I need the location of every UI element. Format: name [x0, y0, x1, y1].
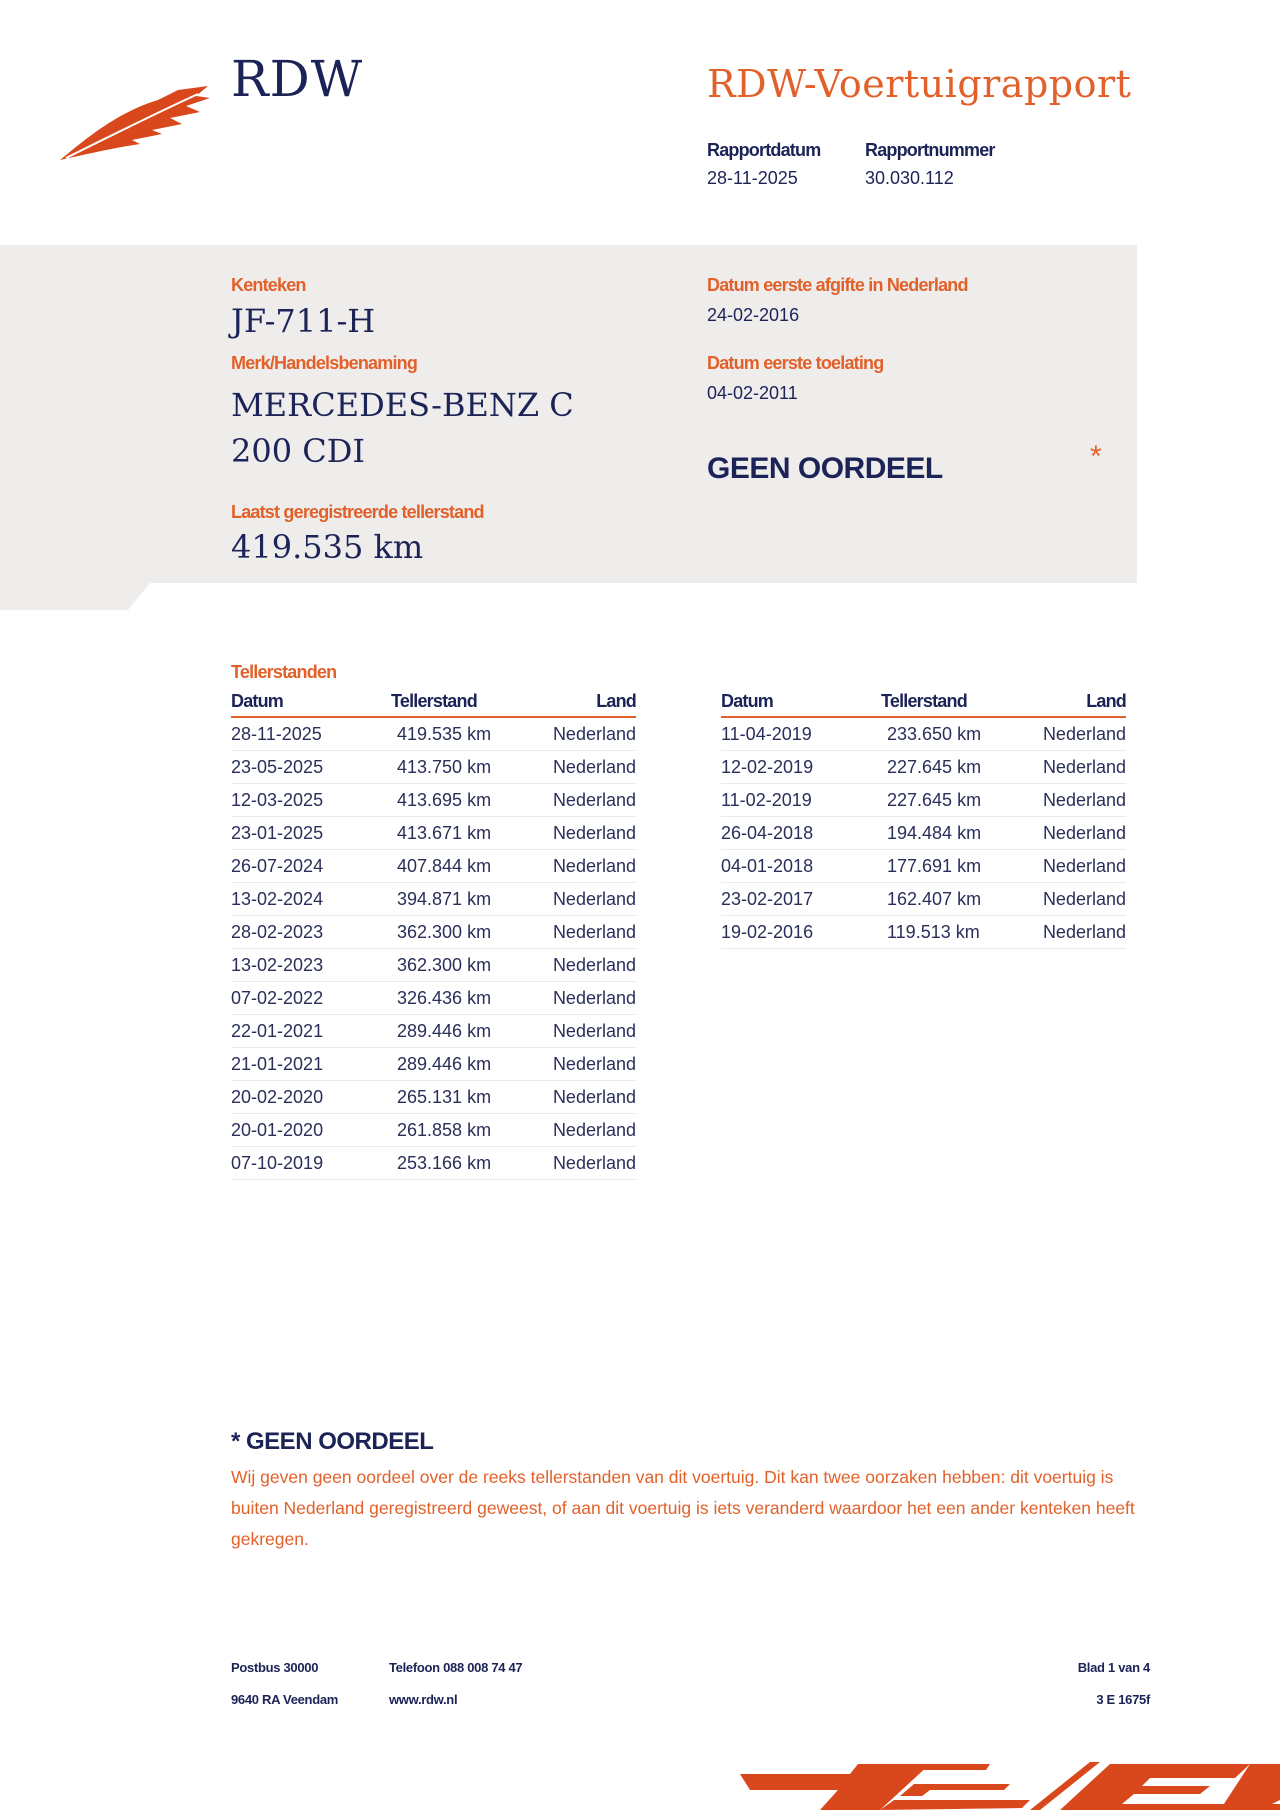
datum-cell: 13-02-2024: [231, 883, 391, 916]
tellerstand-cell: 233.650 km: [881, 717, 1026, 751]
footer-telefoon: Telefoon 088 008 74 47: [389, 1660, 523, 1675]
column-header-datum: Datum: [231, 688, 391, 717]
table-row: [231, 1081, 636, 1114]
last-odometer-value: 419.535 km: [231, 528, 424, 566]
land-cell: Nederland: [536, 1114, 636, 1147]
datum-cell: 11-02-2019: [721, 784, 881, 817]
odometer-table-right: [721, 688, 1126, 949]
table-row: [231, 1114, 636, 1147]
land-cell: Nederland: [536, 1147, 636, 1180]
footer-postbus: Postbus 30000: [231, 1660, 319, 1675]
datum-cell: 04-01-2018: [721, 850, 881, 883]
table-row: [231, 1015, 636, 1048]
first-registration-nl-value: 24-02-2016: [707, 305, 800, 325]
datum-cell: 28-02-2023: [231, 916, 391, 949]
datum-cell: 12-03-2025: [231, 784, 391, 817]
land-cell: Nederland: [1026, 883, 1126, 916]
datum-cell: 26-04-2018: [721, 817, 881, 850]
tellerstand-cell: 177.691 km: [881, 850, 1026, 883]
tellerstand-cell: 227.645 km: [881, 784, 1026, 817]
tellerstand-cell: 326.436 km: [391, 982, 536, 1015]
tellerstand-cell: 413.750 km: [391, 751, 536, 784]
datum-cell: 23-05-2025: [231, 751, 391, 784]
first-admission-value: 04-02-2011: [707, 383, 798, 403]
tellerstand-cell: 253.166 km: [391, 1147, 536, 1180]
odometer-table-left: [231, 688, 636, 1180]
report-title: RDW-Voertuigrapport: [707, 62, 1132, 106]
datum-cell: 22-01-2021: [231, 1015, 391, 1048]
kenteken-value: JF-711-H: [231, 302, 376, 340]
first-registration-nl-label: Datum eerste afgifte in Nederland: [707, 275, 968, 295]
tellerstand-cell: 413.695 km: [391, 784, 536, 817]
column-header-datum: Datum: [721, 688, 881, 717]
land-cell: Nederland: [536, 982, 636, 1015]
tellerstand-cell: 394.871 km: [391, 883, 536, 916]
tellerstand-cell: 289.446 km: [391, 1048, 536, 1081]
land-cell: Nederland: [536, 850, 636, 883]
table-row: [721, 784, 1126, 817]
tellerstand-cell: 362.300 km: [391, 916, 536, 949]
report-date-label: Rapportdatum: [707, 140, 821, 160]
odometer-section-title: Tellerstanden: [231, 662, 337, 682]
table-row: [231, 784, 636, 817]
footer-page-number: Blad 1 van 4: [1077, 1660, 1150, 1675]
datum-cell: 07-02-2022: [231, 982, 391, 1015]
land-cell: Nederland: [536, 751, 636, 784]
column-header-tellerstand: Tellerstand: [391, 688, 536, 717]
datum-cell: 21-01-2021: [231, 1048, 391, 1081]
footer-document-code: 3 E 1675f: [1096, 1692, 1150, 1707]
table-row: [231, 883, 636, 916]
tellerstand-cell: 413.671 km: [391, 817, 536, 850]
datum-cell: 20-02-2020: [231, 1081, 391, 1114]
table-row: [231, 949, 636, 982]
land-cell: Nederland: [536, 883, 636, 916]
tellerstand-cell: 407.844 km: [391, 850, 536, 883]
tellerstand-cell: 289.446 km: [391, 1015, 536, 1048]
verdict-footnote-marker: *: [1090, 440, 1102, 473]
datum-cell: 13-02-2023: [231, 949, 391, 982]
table-row: [721, 817, 1126, 850]
table-row: [721, 751, 1126, 784]
land-cell: Nederland: [1026, 751, 1126, 784]
table-row: [721, 717, 1126, 751]
datum-cell: 23-02-2017: [721, 883, 881, 916]
land-cell: Nederland: [536, 916, 636, 949]
column-header-tellerstand: Tellerstand: [881, 688, 1026, 717]
land-cell: Nederland: [536, 1015, 636, 1048]
table-row: [231, 751, 636, 784]
tellerstand-cell: 194.484 km: [881, 817, 1026, 850]
table-header-row: [721, 688, 1126, 717]
datum-cell: 11-04-2019: [721, 717, 881, 751]
table-row: [231, 717, 636, 751]
report-number: 30.030.112: [865, 168, 954, 188]
tellerstand-cell: 227.645 km: [881, 751, 1026, 784]
table-header-row: [231, 688, 636, 717]
datum-cell: 07-10-2019: [231, 1147, 391, 1180]
land-cell: Nederland: [536, 1048, 636, 1081]
datum-cell: 12-02-2019: [721, 751, 881, 784]
rdw-stripes-logo-icon: [730, 1750, 1280, 1810]
datum-cell: 20-01-2020: [231, 1114, 391, 1147]
first-admission-label: Datum eerste toelating: [707, 353, 884, 373]
table-row: [231, 1048, 636, 1081]
tellerstand-cell: 162.407 km: [881, 883, 1026, 916]
datum-cell: 19-02-2016: [721, 916, 881, 949]
report-number-label: Rapportnummer: [865, 140, 995, 160]
datum-cell: 28-11-2025: [231, 717, 391, 751]
land-cell: Nederland: [1026, 717, 1126, 751]
table-row: [231, 817, 636, 850]
footer-website-link[interactable]: www.rdw.nl: [389, 1692, 458, 1707]
land-cell: Nederland: [536, 717, 636, 751]
land-cell: Nederland: [536, 949, 636, 982]
table-row: [231, 1147, 636, 1180]
note-title: * GEEN OORDEEL: [231, 1428, 434, 1455]
land-cell: Nederland: [536, 817, 636, 850]
column-header-land: Land: [1026, 688, 1126, 717]
tellerstand-cell: 362.300 km: [391, 949, 536, 982]
tellerstand-cell: 261.858 km: [391, 1114, 536, 1147]
table-row: [721, 883, 1126, 916]
note-text: Wij geven geen oordeel over de reeks tellerstanden van dit voertuig. Dit kan twee oorzaken hebben: dit voertuig is buiten Nederland geregistreerd geweest, of aan dit voertuig is iets veranderd waardoor het een ander kenteken heeft gekregen.: [231, 1467, 1135, 1549]
table-row: [231, 916, 636, 949]
odometer-rows-right: [721, 717, 1126, 949]
datum-cell: 23-01-2025: [231, 817, 391, 850]
datum-cell: 26-07-2024: [231, 850, 391, 883]
land-cell: Nederland: [1026, 850, 1126, 883]
table-row: [721, 850, 1126, 883]
merk-value: MERCEDES-BENZ C 200 CDI: [231, 386, 574, 470]
land-cell: Nederland: [536, 784, 636, 817]
brand-name: RDW: [231, 50, 364, 108]
merk-label: Merk/Handelsbenaming: [231, 353, 418, 373]
land-cell: Nederland: [1026, 817, 1126, 850]
odometer-rows-left: [231, 717, 636, 1180]
tellerstand-cell: 119.513 km: [881, 916, 1026, 949]
land-cell: Nederland: [1026, 916, 1126, 949]
column-header-land: Land: [536, 688, 636, 717]
table-row: [231, 982, 636, 1015]
land-cell: Nederland: [1026, 784, 1126, 817]
report-date: 28-11-2025: [707, 168, 798, 188]
rdw-feather-logo-icon: [58, 82, 214, 162]
kenteken-label: Kenteken: [231, 275, 306, 295]
footer-plaats: 9640 RA Veendam: [231, 1692, 339, 1707]
table-row: [231, 850, 636, 883]
last-odometer-label: Laatst geregistreerde tellerstand: [231, 502, 484, 522]
table-row: [721, 916, 1126, 949]
land-cell: Nederland: [536, 1081, 636, 1114]
tellerstand-cell: 265.131 km: [391, 1081, 536, 1114]
tellerstand-cell: 419.535 km: [391, 717, 536, 751]
verdict-text: GEEN OORDEEL: [707, 452, 943, 485]
